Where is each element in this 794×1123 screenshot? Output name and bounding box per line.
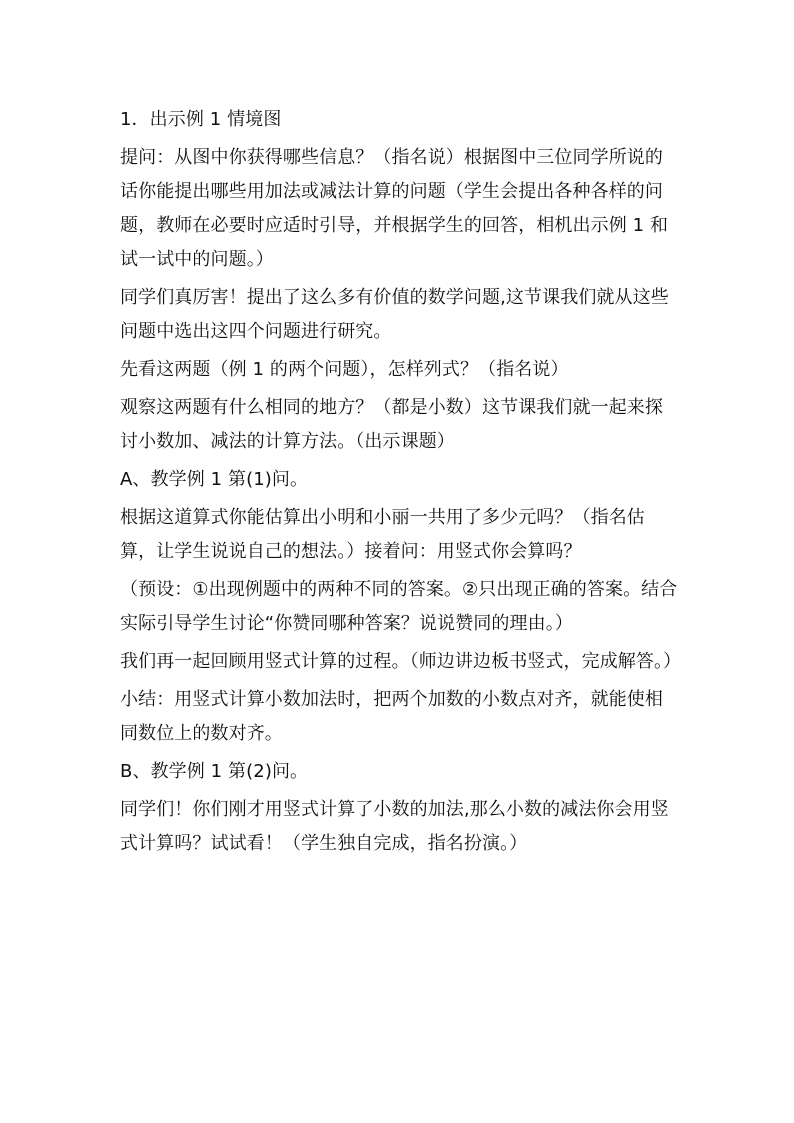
paragraph: （预设：①出现例题中的两种不同的答案。②只出现正确的答案。结合实际引导学生讨论“你赞同哪种答案？说说赞同的理由。）: [120, 579, 678, 634]
paragraph: 观察这两题有什么相同的地方？（都是小数）这节课我们就一起来探讨小数加、减法的计算方法。（出示课题）: [120, 397, 663, 452]
section-heading: 1．出示例 1 情境图: [120, 109, 282, 130]
paragraph: 根据这道算式你能估算出小明和小丽一共用了多少元吗？（指名估算，让学生说说自己的想法。）接着问：用竖式你会算吗？: [120, 507, 645, 562]
paragraph: 我们再一起回顾用竖式计算的过程。（师边讲边板书竖式，完成解答。）: [120, 651, 682, 672]
paragraph: 先看这两题（例 1 的两个问题），怎样列式？（指名说）: [120, 359, 569, 380]
paragraph: 同学们！你们刚才用竖式计算了小数的加法,那么小数的减法你会用竖式计算吗？试试看！（学生独自完成，指名扮演。）: [120, 799, 669, 854]
paragraph: 提问：从图中你获得哪些信息？（指名说）根据图中三位同学所说的话你能提出哪些用加法或减法计算的问题（学生会提出各种各样的问题，教师在必要时应适时引导，并根据学生的回答，相机出示例 1 和试一试中的问题。）: [120, 147, 669, 270]
document-body: [120, 103, 680, 865]
subheading: B、教学例 1 第(2)问。: [120, 761, 309, 782]
subheading: A、教学例 1 第(1)问。: [120, 469, 309, 490]
summary-paragraph: 小结：用竖式计算小数加法时，把两个加数的小数点对齐，就能使相同数位上的数对齐。: [120, 689, 663, 744]
paragraph: 同学们真厉害！提出了这么多有价值的数学问题,这节课我们就从这些问题中选出这四个问题进行研究。: [120, 287, 669, 342]
